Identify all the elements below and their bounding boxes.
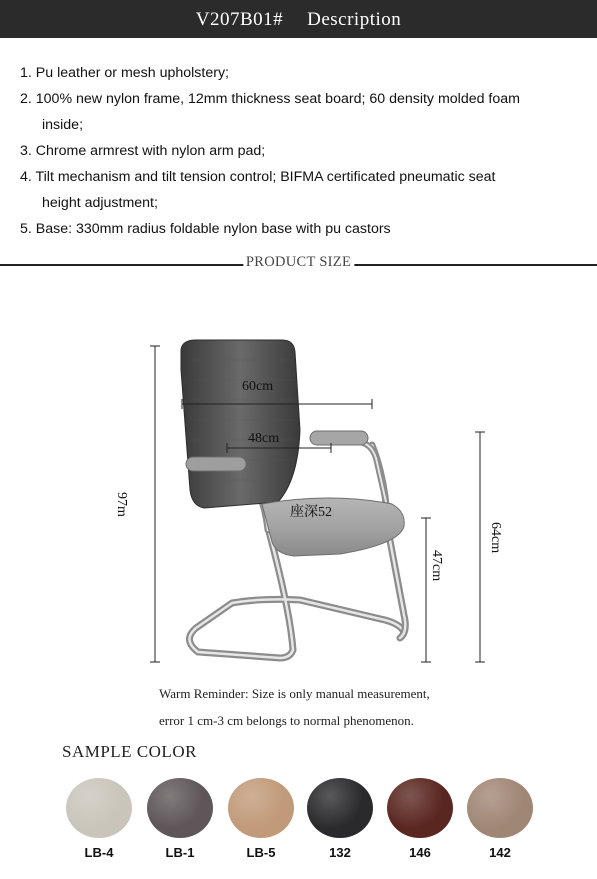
spec-item bbox=[20, 164, 590, 216]
spec-item bbox=[20, 86, 590, 138]
seat-width-label: 48cm bbox=[248, 431, 280, 446]
color-swatch bbox=[147, 778, 213, 838]
product-size-title: PRODUCT SIZE bbox=[243, 254, 354, 271]
color-code-label: 132 bbox=[329, 845, 351, 860]
color-code-label: LB-1 bbox=[165, 845, 195, 860]
model-code: V207B01# bbox=[195, 9, 284, 30]
reminder-line: error 1 cm-3 cm belongs to normal phenomenon. bbox=[159, 713, 414, 728]
color-code-label: 146 bbox=[409, 845, 431, 860]
spec-line-continued: inside; bbox=[42, 117, 84, 133]
color-swatch bbox=[387, 778, 453, 838]
spec-line: 4. Tilt mechanism and tilt tension control; BIFMA certificated pneumatic seat bbox=[20, 169, 496, 185]
color-swatch bbox=[228, 778, 294, 838]
total-height-label: 97m bbox=[114, 492, 129, 517]
spec-item bbox=[20, 138, 590, 164]
seat-depth-label: 座深52 bbox=[290, 505, 332, 520]
reminder-line: Warm Reminder: Size is only manual measurement, bbox=[159, 686, 430, 701]
right-armrest-pad bbox=[310, 431, 368, 445]
warm-reminder bbox=[159, 680, 430, 734]
spec-line-continued: height adjustment; bbox=[42, 195, 158, 211]
color-swatch bbox=[307, 778, 373, 838]
color-code-label: LB-4 bbox=[84, 845, 114, 860]
spec-line: 5. Base: 330mm radius foldable nylon base with pu castors bbox=[20, 221, 391, 237]
color-code-label: LB-5 bbox=[246, 845, 276, 860]
left-armrest-pad bbox=[186, 457, 246, 471]
spec-list bbox=[20, 60, 590, 242]
spec-item bbox=[20, 60, 590, 86]
sample-color-title: SAMPLE COLOR bbox=[62, 742, 197, 761]
color-code-label: 142 bbox=[489, 845, 511, 860]
width-label: 60cm bbox=[242, 379, 274, 394]
chair-seat bbox=[262, 498, 404, 556]
spec-line: 1. Pu leather or mesh upholstery; bbox=[20, 65, 229, 81]
chair-dimension-diagram bbox=[0, 280, 597, 680]
seat-height-label: 47cm bbox=[429, 550, 444, 582]
header-title bbox=[0, 0, 597, 38]
arm-height-label: 64cm bbox=[488, 522, 503, 554]
chair-backrest bbox=[181, 340, 300, 508]
color-swatch bbox=[66, 778, 132, 838]
color-swatch bbox=[467, 778, 533, 838]
description-heading: Description bbox=[307, 9, 402, 30]
spec-item bbox=[20, 216, 590, 242]
spec-line: 3. Chrome armrest with nylon arm pad; bbox=[20, 143, 266, 159]
spec-line: 2. 100% new nylon frame, 12mm thickness seat board; 60 density molded foam bbox=[20, 91, 520, 107]
